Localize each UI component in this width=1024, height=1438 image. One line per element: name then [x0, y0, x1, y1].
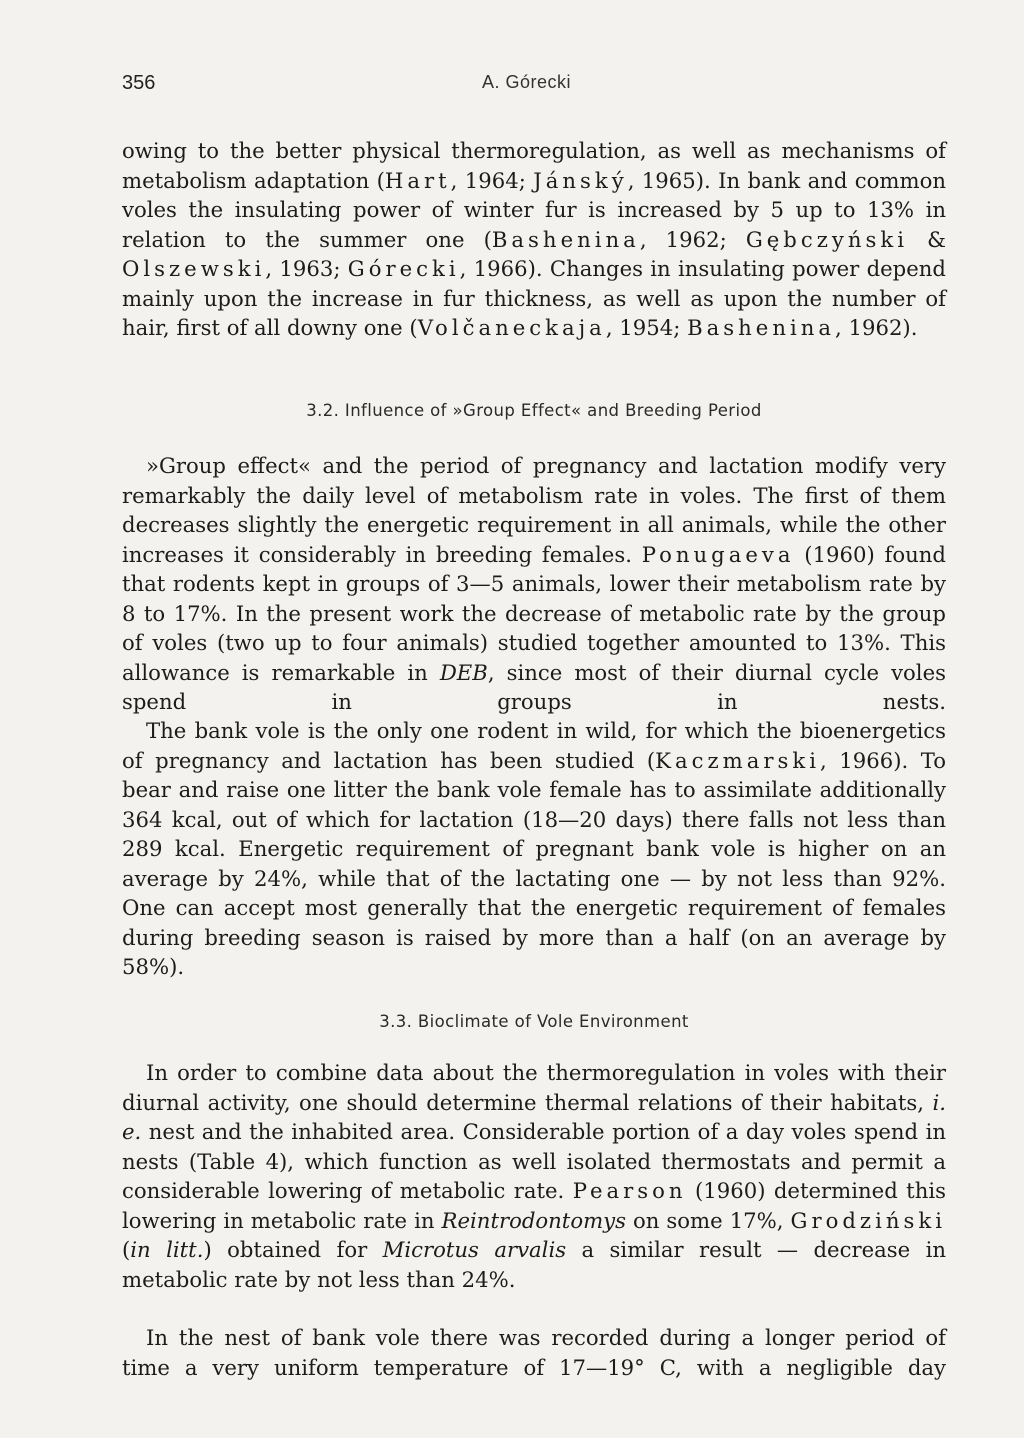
author-citation: Bashenina — [491, 226, 640, 252]
author-citation: Hart — [384, 167, 451, 193]
paragraph-bank-vole-bioenergetics: The bank vole is the only one rodent in wild, for which the bioenergetics of pregnancy and lactation has been studied (Kaczmarski, 1966). To bear and raise one litter the bank vole female has to assimilate additionally 364 kcal, out of which for lactation (18—20 days) there falls not less than 289 kcal. Energetic requirement of pregnant bank vole is higher on an average by 24%, while that of the lactating one — by not less than 92%. One can accept most generally that the energetic requirement of females during breeding season is raised by more than a half (on an average by 58%). — [122, 718, 946, 979]
italic-term: Microtus arvalis — [382, 1237, 567, 1262]
paragraph-bioclimate: In order to combine data about the thermoregulation in voles with their diurnal activity, one should determine thermal relations of their habitats, i. e. nest and the inhabited area. Considerable portion of a day voles spend in nests (Table 4), which function as well isolated thermostats and permit a considerable lowering of metabolic rate. Pearson (1960) determined this lowering in metabolic rate in Reintrodontomys on some 17%, Grodziński (in litt.) obtained for Microtus arvalis a similar result — decrease in metabolic rate by not less than 24%. — [122, 1060, 947, 1292]
author-citation: Grodziński — [790, 1207, 946, 1233]
italic-term: in litt. — [130, 1237, 204, 1262]
author-citation: Gębczyński — [745, 226, 909, 252]
author-citation: Jánský — [533, 167, 628, 193]
italic-term: i. e. — [122, 1089, 946, 1144]
author-citation: Olszewski — [122, 256, 266, 281]
author-citation: Volčaneckaja — [417, 315, 606, 340]
paragraph-nest-temperature: In the nest of bank vole there was recorded during a longer period of time a very uniform temperature of 17—19° C, with a negligible day — [122, 1325, 946, 1380]
paragraph-thermoregulation: owing to the better physical thermoregulation, as well as mechanisms of metabolism adaptation (Hart, 1964; Jánský, 1965). In bank and common voles the insulating power of winter fur is increased by 5 up to 13% in relation to the summer one (Bashenina, 1962; Gębczyński & Olszewski, 1963; Górecki, 1966). Changes in insulating power depend mainly upon the increase in fur thickness, as well as upon the number of hair, first of all downy one (Volčaneckaja, 1954; Bashenina, 1962). — [122, 138, 947, 340]
author-citation: Pearson — [572, 1178, 687, 1203]
author-citation: Górecki — [347, 256, 460, 281]
section-heading-3-2: 3.2. Influence of »Group Effect« and Breeding Period — [306, 401, 762, 420]
paragraph-group-effect: »Group effect« and the period of pregnancy and lactation modify very remarkably the daily level of metabolism rate in voles. The first of them decreases slightly the energetic requirement in all animals, while the other increases it considerably in breeding females. Ponugaeva (1960) found that rodents kept in groups of 3—5 animals, lower their metabolism rate by 8 to 17%. In the present work the decrease of metabolic rate by the group of voles (two up to four animals) studied together amounted to 13%. This allowance is remarkable in DEB, since most of their diurnal cycle voles spend in groups in nests. — [122, 453, 946, 714]
author-citation: Kaczmarski — [655, 747, 820, 773]
italic-term: DEB — [439, 659, 488, 685]
italic-term: Reintrodontomys — [441, 1207, 627, 1233]
page-number: 356 — [122, 72, 156, 94]
running-head: A. Górecki — [482, 72, 572, 92]
section-heading-3-3: 3.3. Bioclimate of Vole Environment — [379, 1012, 689, 1031]
page-header — [122, 72, 942, 102]
author-citation: Ponugaeva — [641, 541, 795, 567]
author-citation: Bashenina — [687, 315, 836, 340]
